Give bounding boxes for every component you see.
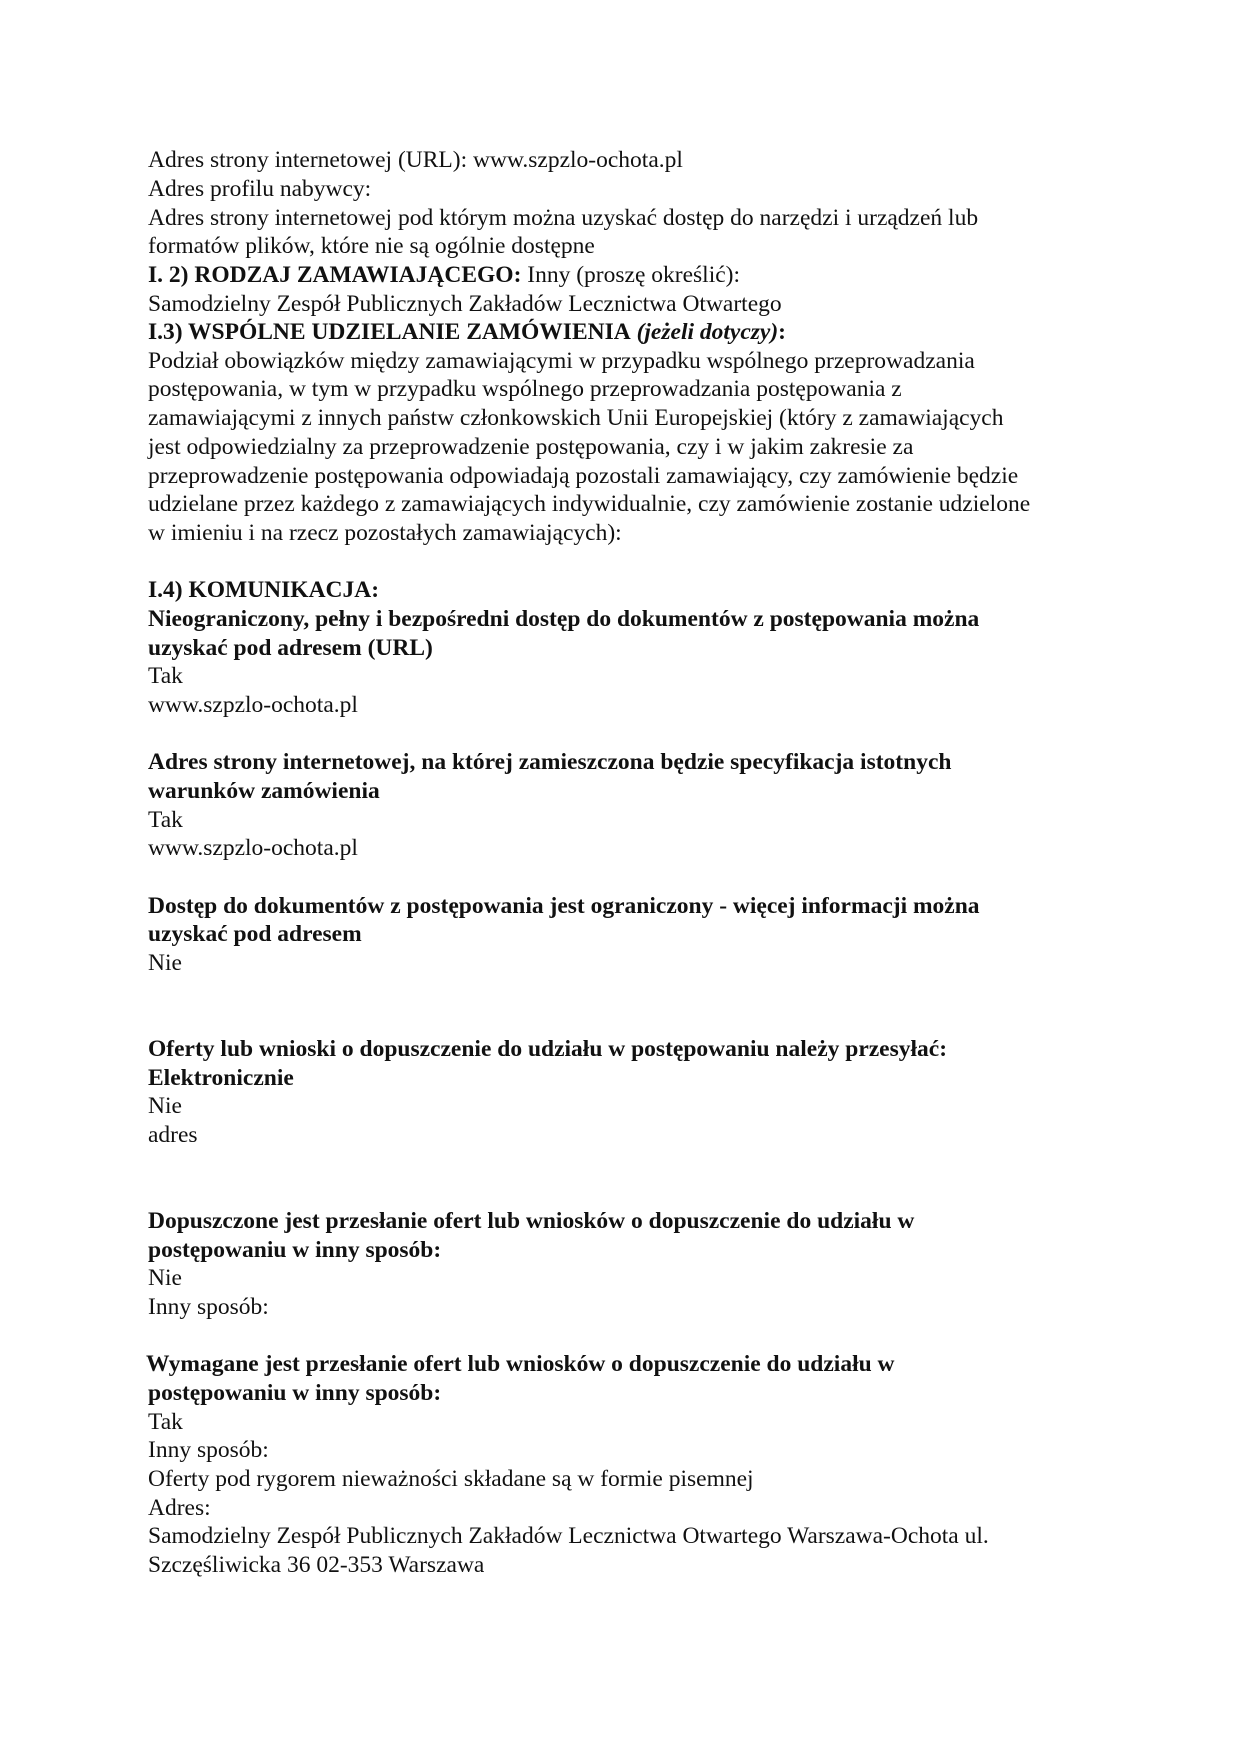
- question-line: Adres strony internetowej, na której zamieszczona będzie specyfikacja istotnych: [148, 749, 952, 775]
- joint-procurement-text-line: Podział obowiązków między zamawiającymi w przypadku wspólnego przeprowadzania: [148, 348, 975, 374]
- answer-line: Tak: [148, 807, 183, 833]
- joint-procurement-text-line: w imieniu i na rzecz pozostałych zamawiających):: [148, 520, 622, 546]
- answer-line: Tak: [148, 1409, 183, 1435]
- answer-line: adres: [148, 1122, 198, 1148]
- joint-procurement-qualifier: (jeżeli dotyczy): [636, 319, 779, 345]
- answer-line: Tak: [148, 663, 183, 689]
- question-line: Dopuszczone jest przesłanie ofert lub wniosków o dopuszczenie do udziału w: [148, 1208, 915, 1234]
- answer-line: Nie: [148, 950, 182, 976]
- answer-url: www.szpzlo-ochota.pl: [148, 835, 358, 861]
- question-line: postępowaniu w inny sposób:: [148, 1380, 442, 1406]
- joint-procurement-text-line: udzielane przez każdego z zamawiających indywidualnie, czy zamówienie zostanie udzielone: [148, 491, 1031, 517]
- joint-procurement-heading-line: [148, 318, 786, 346]
- communication-heading: I.4) KOMUNIKACJA:: [148, 577, 380, 603]
- tools-access-line-2: formatów plików, które nie są ogólnie dostępne: [148, 233, 595, 259]
- question-line: Dostęp do dokumentów z postępowania jest ograniczony - więcej informacji można: [148, 893, 980, 919]
- joint-procurement-heading: I.3) WSPÓLNE UDZIELANIE ZAMÓWIENIA: [148, 319, 631, 345]
- url-line: Adres strony internetowej (URL): www.szpzlo-ochota.pl: [148, 147, 683, 173]
- answer-line: Inny sposób:: [148, 1294, 269, 1320]
- answer-line: Adres:: [148, 1495, 211, 1521]
- contracting-type-heading-line: [148, 261, 740, 289]
- tools-access-line-1: Adres strony internetowej pod którym można uzyskać dostęp do narzędzi i urządzeń lub: [148, 205, 979, 231]
- address-line: Szczęśliwicka 36 02-353 Warszawa: [148, 1552, 485, 1578]
- question-line: Elektronicznie: [148, 1065, 294, 1091]
- contracting-type-value: Samodzielny Zespół Publicznych Zakładów Lecznictwa Otwartego: [148, 291, 782, 317]
- question-line: Nieograniczony, pełny i bezpośredni dostęp do dokumentów z postępowania można: [148, 606, 980, 632]
- question-line: postępowaniu w inny sposób:: [148, 1237, 442, 1263]
- address-line: Samodzielny Zespół Publicznych Zakładów Lecznictwa Otwartego Warszawa-Ochota ul.: [148, 1523, 989, 1549]
- contracting-type-heading-value: Inny (proszę określić):: [521, 262, 741, 288]
- answer-line: Oferty pod rygorem nieważności składane są w formie pisemnej: [148, 1466, 754, 1492]
- answer-line: Inny sposób:: [148, 1437, 269, 1463]
- joint-procurement-colon: :: [778, 319, 786, 345]
- joint-procurement-text-line: zamawiającymi z innych państw członkowskich Unii Europejskiej (który z zamawiających: [148, 405, 1004, 431]
- answer-line: Nie: [148, 1265, 182, 1291]
- answer-line: Nie: [148, 1093, 182, 1119]
- joint-procurement-text-line: postępowania, w tym w przypadku wspólnego przeprowadzania postępowania z: [148, 376, 902, 402]
- question-line: uzyskać pod adresem: [148, 921, 362, 947]
- question-line: warunków zamówienia: [148, 778, 380, 804]
- joint-procurement-text-line: przeprowadzenie postępowania odpowiadają pozostali zamawiający, czy zamówienie będzie: [148, 463, 1019, 489]
- question-line: uzyskać pod adresem (URL): [148, 635, 433, 661]
- question-line: Oferty lub wnioski o dopuszczenie do udziału w postępowaniu należy przesyłać:: [148, 1036, 948, 1062]
- question-line: Wymagane jest przesłanie ofert lub wniosków o dopuszczenie do udziału w: [146, 1351, 895, 1377]
- joint-procurement-text-line: jest odpowiedzialny za przeprowadzenie postępowania, czy i w jakim zakresie za: [148, 434, 914, 460]
- contracting-type-heading: I. 2) RODZAJ ZAMAWIAJĄCEGO:: [148, 262, 522, 288]
- buyer-profile-line: Adres profilu nabywcy:: [148, 176, 372, 202]
- answer-url: www.szpzlo-ochota.pl: [148, 692, 358, 718]
